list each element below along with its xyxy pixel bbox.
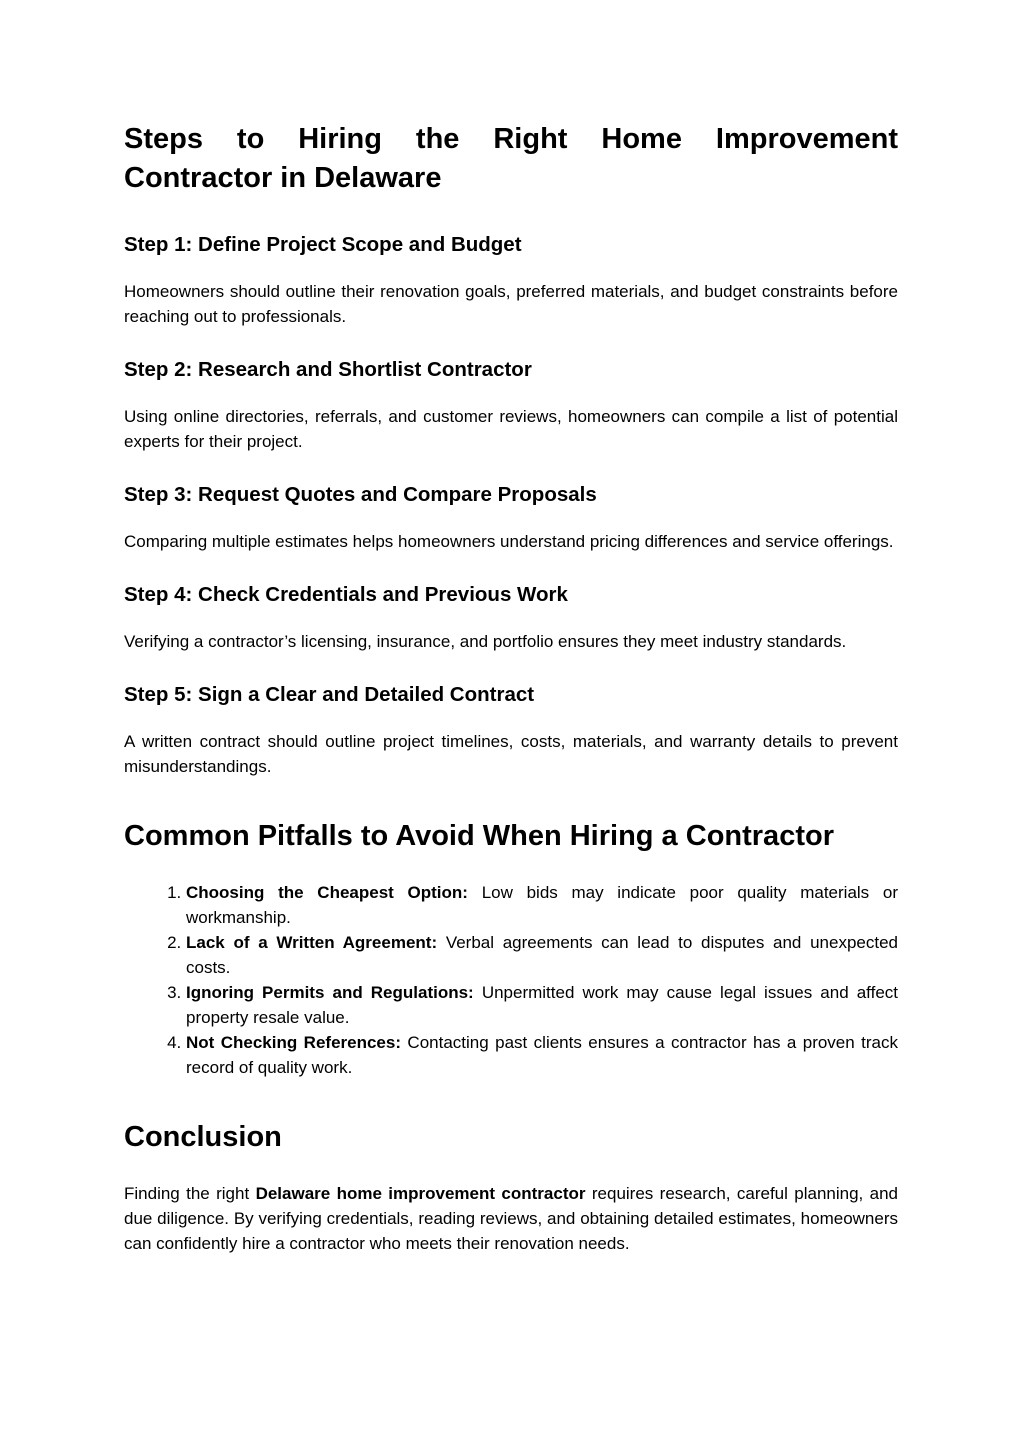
document-title: Steps to Hiring the Right Home Improvement Contractor in Delaware [124, 123, 898, 194]
conclusion-text [124, 1181, 898, 1256]
pitfall-label: Ignoring Permits and Regulations: [186, 983, 474, 1002]
pitfall-label: Not Checking References: [186, 1033, 401, 1052]
conclusion-bold-term: Delaware home improvement contractor [255, 1184, 586, 1203]
list-item [186, 880, 898, 930]
pitfalls-heading: Common Pitfalls to Avoid When Hiring a Contractor [124, 820, 834, 852]
step-3-heading: Step 3: Request Quotes and Compare Proposals [124, 483, 597, 506]
pitfall-text: Verbal agreements can lead to disputes and unexpected costs. [186, 933, 898, 977]
step-5-heading: Step 5: Sign a Clear and Detailed Contract [124, 683, 535, 706]
pitfall-label: Choosing the Cheapest Option: [186, 883, 468, 902]
document-page [124, 120, 898, 1256]
step-2-text: Using online directories, referrals, and customer reviews, homeowners can compile a list of potential experts for their project. [124, 407, 898, 451]
list-item [186, 930, 898, 980]
conclusion-text-before: Finding the right [124, 1184, 250, 1203]
pitfall-label: Lack of a Written Agreement: [186, 933, 438, 952]
step-1-heading: Step 1: Define Project Scope and Budget [124, 233, 522, 256]
step-3-text: Comparing multiple estimates helps homeowners understand pricing differences and service offerings. [124, 532, 894, 551]
pitfalls-list [124, 880, 898, 1080]
step-2-heading: Step 2: Research and Shortlist Contractor [124, 358, 532, 381]
step-4-heading: Step 4: Check Credentials and Previous Work [124, 583, 568, 606]
pitfall-text: Contacting past clients ensures a contractor has a proven track record of quality work. [186, 1033, 898, 1077]
list-item [186, 1030, 898, 1080]
conclusion-text-after: requires research, careful planning, and due diligence. By verifying credentials, reading reviews, and obtaining detailed estimates, homeowners can confidently hire a contractor who meets their renovation needs. [124, 1184, 899, 1253]
step-4-text: Verifying a contractor’s licensing, insurance, and portfolio ensures they meet industry standards. [124, 632, 847, 651]
pitfall-text: Low bids may indicate poor quality materials or workmanship. [186, 883, 898, 927]
list-item [186, 980, 898, 1030]
pitfall-text: Unpermitted work may cause legal issues and affect property resale value. [186, 983, 898, 1027]
step-1-text: Homeowners should outline their renovation goals, preferred materials, and budget constraints before reaching out to professionals. [124, 282, 898, 326]
conclusion-heading: Conclusion [124, 1121, 282, 1153]
step-5-text: A written contract should outline project timelines, costs, materials, and warranty details to prevent misunderstandings. [124, 732, 898, 776]
